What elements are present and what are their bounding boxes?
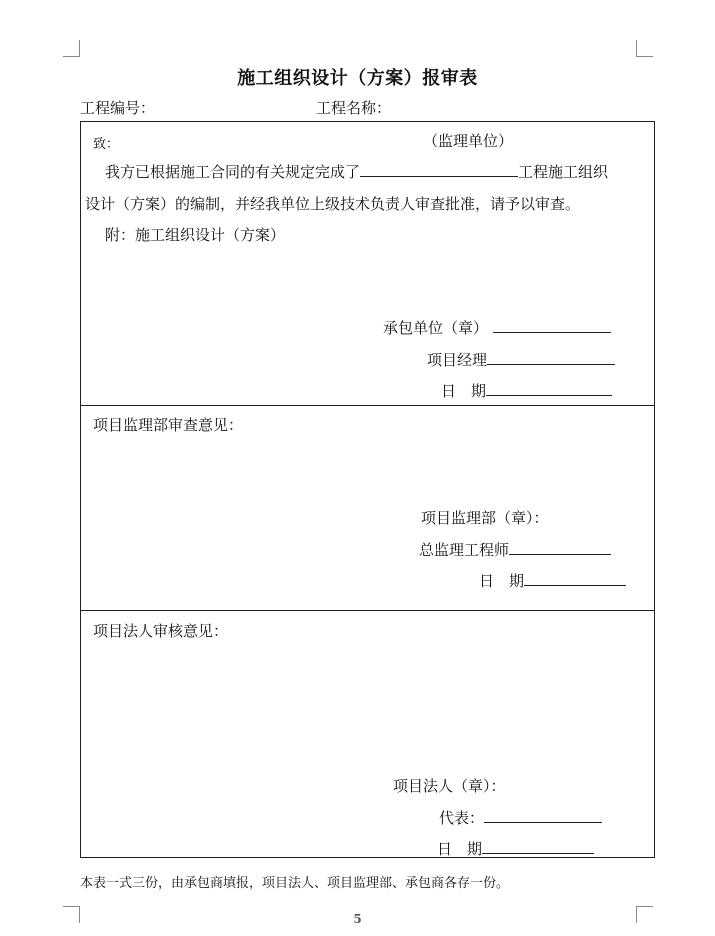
distribution-note: 本表一式三份，由承包商填报，项目法人、项目监理部、承包商各存一份。 [80, 876, 510, 891]
contractor-label: 承包单位（章） [383, 319, 489, 337]
date-label-1: 日 期 [441, 382, 487, 400]
to-label: 致： [93, 137, 120, 152]
supervision-review-heading: 项目监理部审查意见： [93, 416, 244, 434]
representative-signature-line[interactable] [484, 808, 602, 823]
attachment-label: 附：施工组织设计（方案） [105, 226, 286, 244]
form-title: 施工组织设计（方案）报审表 [237, 68, 478, 89]
representative-label: 代表： [439, 809, 485, 827]
representative-sign-row [439, 807, 602, 828]
date-label-2: 日 期 [479, 572, 525, 590]
date-row-2 [479, 570, 626, 591]
owner-review-heading: 项目法人审核意见： [93, 622, 229, 640]
supervision-review-section [81, 405, 654, 610]
crop-mark-top-left [63, 40, 80, 57]
date-line-3[interactable] [482, 839, 594, 854]
body-text-line1-part1: 我方已根据施工合同的有关规定完成了 [105, 163, 361, 181]
contractor-signature-line[interactable] [493, 318, 611, 333]
body-text-line1 [105, 161, 608, 182]
date-label-3: 日 期 [437, 840, 483, 858]
project-manager-label: 项目经理 [427, 351, 488, 369]
project-name-label: 工程名称： [316, 99, 392, 117]
supervision-unit-label: （监理单位） [423, 132, 514, 150]
project-name-blank[interactable] [360, 162, 518, 177]
date-line-1[interactable] [486, 381, 612, 396]
approval-form-table [80, 121, 655, 858]
page-number: 5 [353, 912, 362, 926]
supervision-dept-label: 项目监理部（章）： [421, 509, 549, 527]
project-number-label: 工程编号： [80, 99, 156, 117]
manager-sign-row [427, 349, 615, 370]
chief-engineer-sign-row [419, 539, 611, 560]
body-text-line1-part2: 工程施工组织 [518, 163, 609, 181]
crop-mark-top-right [636, 40, 653, 57]
owner-review-section [81, 610, 654, 857]
project-manager-signature-line[interactable] [487, 350, 615, 365]
body-text-line2: 设计（方案）的编制，并经我单位上级技术负责人审查批准，请予以审查。 [85, 195, 581, 213]
date-row-3 [437, 838, 594, 859]
chief-engineer-label: 总监理工程师 [419, 541, 510, 559]
chief-engineer-signature-line[interactable] [509, 540, 611, 555]
date-row-1 [441, 380, 612, 401]
contractor-sign-row [383, 317, 611, 338]
submission-section [81, 122, 654, 405]
owner-label: 项目法人（章）： [393, 777, 506, 795]
date-line-2[interactable] [524, 571, 626, 586]
